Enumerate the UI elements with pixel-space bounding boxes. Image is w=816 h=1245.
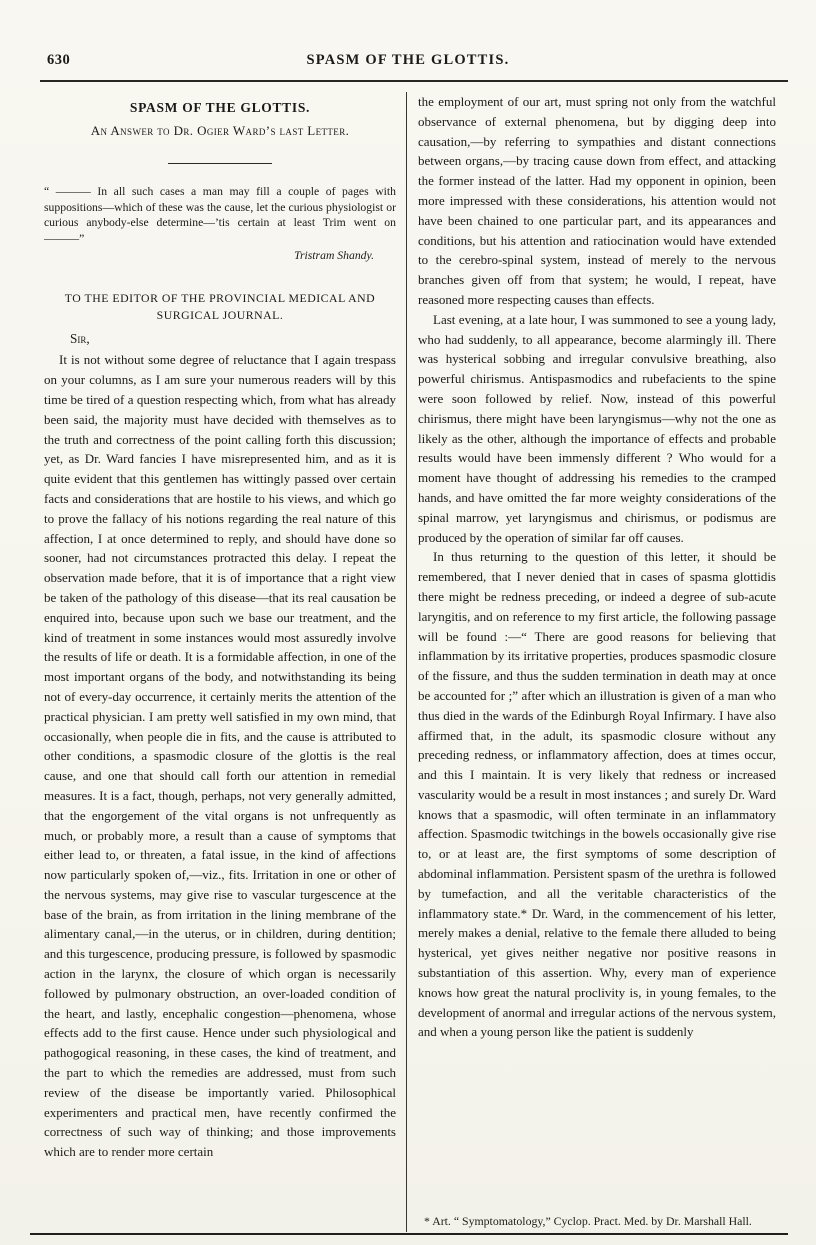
right-column-body: [418, 92, 776, 1042]
left-column-body: [44, 350, 396, 1162]
running-title: SPASM OF THE GLOTTIS.: [306, 52, 510, 68]
two-column-layout: [44, 92, 776, 1232]
salutation: Sir,: [70, 331, 90, 347]
epigraph-attribution: Tristram Shandy.: [294, 249, 374, 263]
section-divider-rule: [168, 163, 272, 164]
page-bottom-edge: [30, 1233, 788, 1235]
article-title: SPASM OF THE GLOTTIS.: [129, 100, 311, 115]
paragraph: In thus returning to the question of this letter, it should be remembered, that I never denied that in cases of spasma glottidis there might be redness preceding, or indeed a degree of sub-acute laryngitis, and on reference to my first article, the following passage will be found :—“ There are good reasons for believing that inflammation by its irritative properties, produces spasmodic closure of the fissure, and thus the sudden termination in death may at once be accounted for ;” after which an illustration is given of a man who thus died in the wards of the Edinburgh Royal Infirmary. I have also affirmed that, in the adult, its spasmodic closure without any preceding redness, or inflammatory affection, does at times occur, and this I maintain. It is very likely that redness or increased vascularity would be a result in most instances ; and surely Dr. Ward knows that a spasmodic, will often terminate in an inflammatory affection. Spasmodic twitchings in the bowels occasionally give rise to, or at least are, the first symptoms of some description of abdominal inflammation. Persistent spasm of the urethra is followed by tumefaction, and all the veritable characteristics of the inflammatory state.* Dr. Ward, in the commencement of his letter, merely makes a denial, relative to the female there alluded to being hysterical, yet gives neither negative nor positive reasons in substantiation of this assertion. Why, every man of experience knows how great the natural proclivity is, in young females, to the development of anormal and irregular actions of the nervous system, and when a young person like the patient is suddenly: [418, 549, 776, 1040]
paragraph: Last evening, at a late hour, I was summoned to see a young lady, who had suddenly, to all appearance, become alarmingly ill. There was hysterical sobbing and irregular convulsive breathing, also powerful chirismus. Antispasmodics and rubefacients to the spine were soon followed by relief. Now, instead of this powerful chirismus, there might have been laryngismus—why not the one as likely as the other, although the importance of effects and probable results would have been immensly different ? Who would for a moment have thought of addressing his remedies to the cramped hands, and have omitted the far more weighty considerations of the spinal marrow, yet laryngismus and chirismus, or podismus are produced by the operation of similar far off causes.: [418, 311, 776, 545]
paragraph: It is not without some degree of reluctance that I again trespass on your columns, as I am sure your numerous readers will by this time be tired of a question respecting which, from what has already been said, the majority must have decided with themselves as to the truth and correctness of the point calling forth this discussion; yet, as Dr. Ward fancies I have misrepresented him, and as it is quite evident that this gentlemen has wittingly passed over certain facts and considerations that are hostile to his views, and which go to prove the fallacy of his notions regarding the real nature of this affection, I at once determined to reply, and should have done so sooner, had not circumstances protracted this delay. I repeat the observation made before, that it is of importance that a right view be taken of the pathology of this disease—that its real causation be enquired into, because upon such we base our treatment, and the kind of treatment in some instances would most assuredly involve the results of life or death. It is a formidable affection, in one of the most important organs of the body, and notwithstanding its being not of every-day occurrence, it certainly merits the attention of the practical physician. I am pretty well satisfied in my own mind, that occasionally, when people die in fits, and the cause is attributed to other conditions, a spasmodic closure of the glottis is the real cause, and one that should call forth our attention in remedial measures. It is a fact, though, perhaps, not very generally admitted, that the engorgement of the vital organs is not unfrequently as much, or probably more, a result than a cause of symptoms that either lead to, or threaten, a fatal issue, in the kind of affections now particularly spoken of,—viz., fits. Irritation in one or other of the nervous systems, may give rise to vascular turgescence at the base of the brain, as from irritation in the lining membrane of the alimentary canal,—in the uterus, or in children, during dentition; and this turgescence, producing pressure, is followed by spasmodic action in the larynx, the closure of which organ is necessarily followed by pulmonary obstruction, an over-loaded condition of the heart, and lastly, encephalic congestion—phenomena, whose effects add to the first cause. Hence under such physiological and pathogogical reasoning, in these cases, the kind of treatment, and the part to which the remedies are addressed, must from such review of the disease be importantly varied. Philosophical experimenters and practical men, have recently confirmed the correctness of such way of thinking; and those improvements which are to render more certain: [44, 352, 396, 1160]
header-rule: [40, 80, 788, 82]
paragraph: the employment of our art, must spring not only from the watchful observance of external phenomena, but by digging deep into causation,—by referring to sympathies and distant connections between organs,—by tracing cause down from effect, and attacking the former instead of the latter. Had my opponent in opinion, been more impressed with these considerations, his attention would not have been chained to one particular part, and its appearances and conditions, but his attention and ratiocination would have extended to the cerebro-spinal system, instead of merely to the nervous branches given off from that system; he would, I repeat, have reasoned more respecting causes than effects.: [418, 94, 776, 307]
column-divider-rule: [406, 92, 407, 1232]
page-number: 630: [47, 52, 71, 68]
footnote: * Art. “ Symptomatology,” Cyclop. Pract. Med. by Dr. Marshall Hall.: [424, 1214, 752, 1229]
editor-address-line-2: SURGICAL JOURNAL.: [156, 308, 284, 323]
epigraph-quote: “ ——— In all such cases a man may fill a couple of pages with suppositions—which of these was the cause, let the curious physiologist or curious anybody-else determine—’tis certain at least Trim went on———”: [44, 185, 396, 245]
editor-address: [44, 290, 396, 324]
editor-address-line-1: TO THE EDITOR OF THE PROVINCIAL MEDICAL AND: [64, 291, 376, 306]
article-subtitle: An Answer to Dr. Ogier Ward’s last Letter.: [90, 123, 350, 138]
right-column: [418, 92, 776, 1232]
left-column: [44, 92, 396, 1232]
